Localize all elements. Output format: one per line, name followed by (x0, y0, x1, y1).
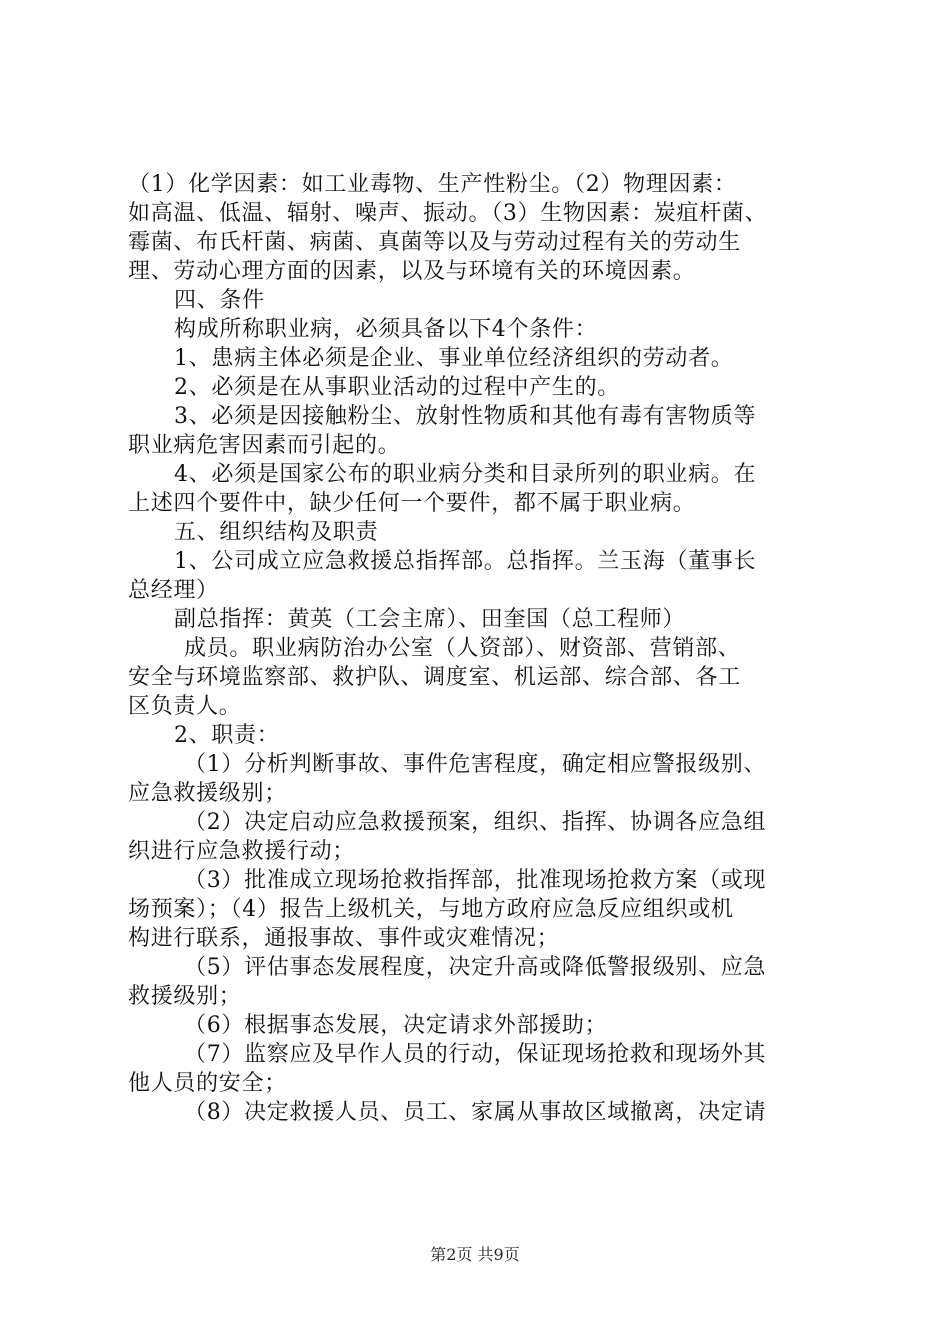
text-line: 构进行联系，通报事故、事件或灾难情况； (128, 926, 560, 951)
page-number-footer: 第2页 共9页 (430, 1245, 520, 1264)
text-line: 理、劳动心理方面的因素，以及与环境有关的环境因素。 (128, 259, 696, 284)
text-line: 如高温、低温、辐射、噪声、振动。（3）生物因素：炭疽杆菌、 (128, 201, 768, 226)
text-line: 职业病危害因素而引起的。 (128, 433, 401, 458)
text-line: 总经理） (128, 578, 219, 603)
text-line: 救援级别； (128, 984, 242, 1009)
text-line: 1、公司成立应急救援总指挥部。总指挥。兰玉海（董事长 (174, 549, 757, 574)
text-line: （8）决定救援人员、员工、家属从事故区域撤离，决定请 (184, 1100, 767, 1125)
text-line: 安全与环境监察部、救护队、调度室、机运部、综合部、各工 (128, 665, 741, 690)
text-line: 应急救援级别； (128, 781, 287, 806)
text-line: 构成所称职业病，必须具备以下4个条件： (174, 317, 598, 342)
text-line: 1、患病主体必须是企业、事业单位经济组织的劳动者。 (174, 346, 734, 371)
text-line: （1）分析判断事故、事件危害程度，确定相应警报级别、 (184, 752, 767, 777)
text-line: 2、必须是在从事职业活动的过程中产生的。 (174, 375, 620, 400)
text-line: （1）化学因素：如工业毒物、生产性粉尘。（2）物理因素： (128, 172, 737, 197)
section-heading: 五、组织结构及职责 (174, 520, 379, 545)
text-line: 霉菌、布氏杆菌、病菌、真菌等以及与劳动过程有关的劳动生 (128, 230, 741, 255)
text-line: （7）监察应及早作人员的行动，保证现场抢救和现场外其 (184, 1042, 767, 1067)
text-line: 2、职责： (174, 723, 280, 748)
text-line: 副总指挥：黄英（工会主席）、田奎国（总工程师） (174, 607, 686, 632)
text-line: （5）评估事态发展程度，决定升高或降低警报级别、应急 (184, 955, 767, 980)
text-line: 场预案）；（4）报告上级机关，与地方政府应急反应组织或机 (128, 897, 734, 922)
text-line: （3）批准成立现场抢救指挥部，批准现场抢救方案（或现 (184, 868, 767, 893)
text-line: 织进行应急救援行动； (128, 839, 356, 864)
text-line: （6）根据事态发展，决定请求外部援助； (184, 1013, 608, 1038)
text-line: （2）决定启动应急救援预案，组织、指挥、协调各应急组 (184, 810, 767, 835)
text-line: 3、必须是因接触粉尘、放射性物质和其他有毒有害物质等 (174, 404, 757, 429)
section-heading: 四、条件 (174, 288, 265, 313)
text-line: 他人员的安全； (128, 1071, 287, 1096)
text-line: 上述四个要件中，缺少任何一个要件，都不属于职业病。 (128, 491, 696, 516)
text-line: 成员。职业病防治办公室（人资部）、财资部、营销部、 (184, 636, 741, 661)
text-line: 区负责人。 (128, 694, 242, 719)
text-line: 4、必须是国家公布的职业病分类和目录所列的职业病。在 (174, 462, 757, 487)
